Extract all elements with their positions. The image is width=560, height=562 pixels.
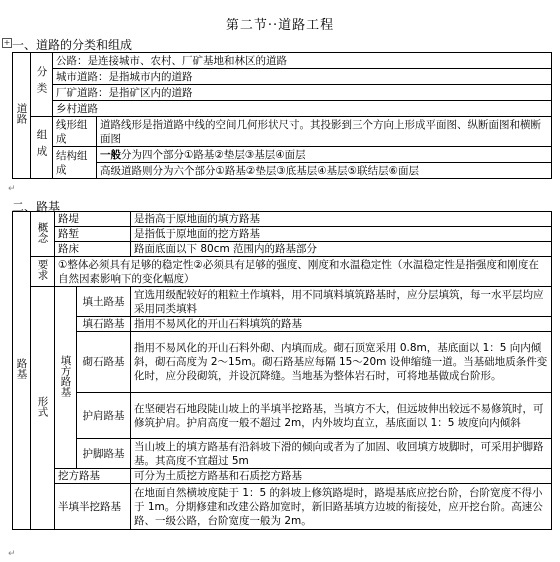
concept-label: 概念 bbox=[31, 212, 55, 257]
classification-item: 厂矿道路：是指矿区内的道路 bbox=[53, 85, 552, 101]
classification-item: 城市道路：是指城市内的道路 bbox=[53, 69, 552, 85]
road-group-label: 道路 bbox=[13, 53, 31, 179]
half-fill-text: 在地面自然横坡度陡于 1：5 的斜坡上修筑路堤时，路堤基底应挖台阶，台阶宽度不得小于 1m。分期修建和改建公路加宽时，新旧路基填方边坡的衔接处，应开挖台阶。高速公路、一级公路，台阶宽度一般为 2m。 bbox=[131, 484, 552, 530]
concept-name: 路堤 bbox=[55, 212, 131, 227]
page-title: 第二节··道路工程 bbox=[225, 18, 335, 33]
requirement-text: ①整体必须具有足够的稳定性②必须具有足够的强度、刚度和水温稳定性（水温稳定性是指强度和刚度在自然因素影响下的变化幅度） bbox=[55, 257, 552, 287]
subgrade-table bbox=[12, 211, 552, 530]
fill-type-text: 指用不易风化的开山石料外砌、内填而成。砌石顶宽采用 0.8m，基底面以 1：5 向内倾斜，砌石高度为 2～15m。砌石路基应每隔 15～20m 设伸缩缝一道。当基础地质条件变化时，应分段砌筑，并设沉降缝。当地基为整体岩石时，可将地基做成台阶形。 bbox=[131, 332, 552, 393]
half-fill-name: 半填半挖路基 bbox=[55, 484, 131, 530]
fill-type-name: 填石路基 bbox=[77, 317, 131, 332]
composition-label: 组成 bbox=[31, 117, 53, 179]
composition-name: 线形组成 bbox=[53, 117, 97, 147]
subgrade-group-label: 路基 bbox=[13, 212, 31, 530]
classification-item: 公路：是连接城市、农村、厂矿基地和林区的道路 bbox=[53, 53, 552, 69]
cut-fill-text: 可分为土质挖方路基和石质挖方路基 bbox=[131, 469, 552, 484]
composition-text: 道路线形是指道路中线的空间几何形状尺寸。其投影到三个方向上形成平面图、纵断面图和横断面图 bbox=[97, 117, 552, 147]
fill-type-name: 填土路基 bbox=[77, 287, 131, 317]
concept-text: 路面底面以下 80cm 范围内的路基部分 bbox=[131, 242, 552, 257]
fill-type-name: 砌石路基 bbox=[77, 332, 131, 393]
section1-heading: 一、道路的分类和组成 bbox=[12, 38, 133, 52]
section2-heading: 二、路基 bbox=[12, 200, 61, 214]
requirement-label: 要求 bbox=[31, 257, 55, 287]
fill-type-text: 指用不易风化的开山石料填筑的路基 bbox=[131, 317, 552, 332]
composition-name: 结构组成 bbox=[53, 147, 97, 179]
fill-type-text: 在坚硬岩石地段陡山坡上的半填半挖路基，当填方不大，但远坡伸出较远不易修筑时，可修筑护肩。护肩高度一般不超过 2m，内外坡均直立，基底面以 1：5 坡度向内倾斜 bbox=[131, 393, 552, 439]
fill-type-text: 宜选用级配较好的粗粒土作填料，用不同填料填筑路基时，应分层填筑，每一水平层均应采用同类填料 bbox=[131, 287, 552, 317]
classification-item: 乡村道路 bbox=[53, 101, 552, 117]
concept-name: 路床 bbox=[55, 242, 131, 257]
concept-text: 是指高于原地面的填方路基 bbox=[131, 212, 552, 227]
composition-text: 高级道路则分为六个部分①路基②垫层③底基层④基层⑤联结层⑥面层 bbox=[97, 163, 552, 179]
paragraph-mark: ↵ bbox=[8, 549, 16, 559]
table-anchor-icon[interactable]: + bbox=[3, 38, 11, 47]
concept-text: 是指低于原地面的挖方路基 bbox=[131, 227, 552, 242]
fill-type-name: 护肩路基 bbox=[77, 393, 131, 439]
paragraph-mark: ↵ bbox=[8, 184, 16, 194]
fill-type-name: 护脚路基 bbox=[77, 439, 131, 469]
concept-name: 路堑 bbox=[55, 227, 131, 242]
fill-type-text: 当山坡上的填方路基有沿斜坡下滑的倾向或者为了加固、收回填方坡脚时，可采用护脚路基。其高度不宜超过 5m bbox=[131, 439, 552, 469]
fill-label: 填方路基 bbox=[55, 287, 77, 469]
cut-fill-name: 挖方路基 bbox=[55, 469, 131, 484]
composition-text: 一般分为四个部分①路基②垫层③基层④面层 bbox=[97, 147, 552, 163]
classification-label: 分类 bbox=[31, 53, 53, 117]
form-label: 形式 bbox=[31, 287, 55, 530]
road-classification-table bbox=[12, 52, 552, 179]
